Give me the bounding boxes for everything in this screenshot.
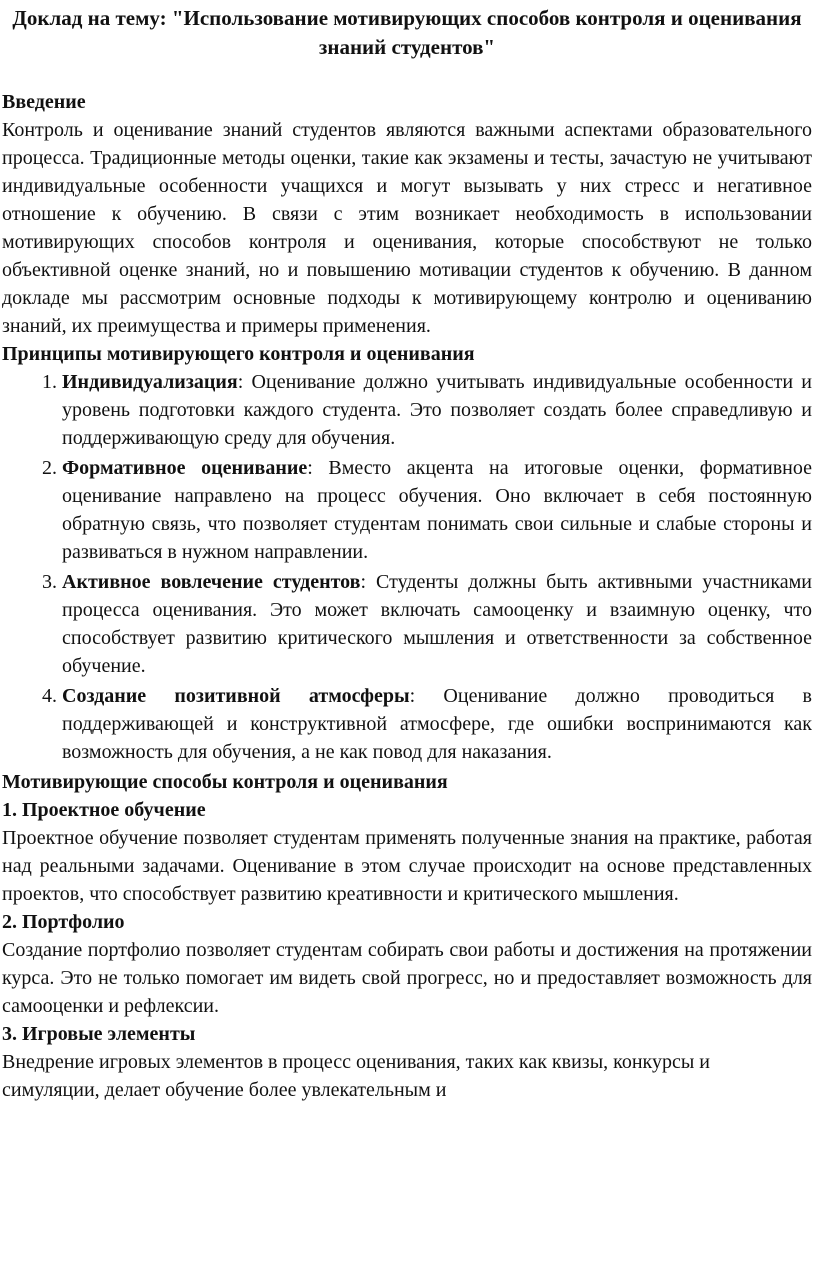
principle-term: Формативное оценивание	[62, 457, 308, 479]
principle-text: : Вместо акцента на итоговые оценки, формативное оценивание направлено на процесс обучения. Оно включает в себя постоянную обратную связь, что позволяет студентам понимать свои сильные и слабые стороны и развиваться в нужном направлении.	[62, 457, 812, 563]
intro-heading: Введение	[2, 91, 86, 113]
principle-item-atmosphere	[62, 682, 812, 766]
methods-heading: Мотивирующие способы контроля и оценивания	[2, 771, 448, 793]
principle-text: : Студенты должны быть активными участниками процесса оценивания. Это может включать самооценку и взаимную оценку, что способствует развитию критического мышления и ответственности за собственное обучение.	[62, 571, 812, 677]
principles-heading: Принципы мотивирующего контроля и оценивания	[2, 343, 475, 365]
method-heading-games: 3. Игровые элементы	[2, 1023, 196, 1045]
method-paragraph-portfolio: Создание портфолио позволяет студентам собирать свои работы и достижения на протяжении курса. Это не только помогает им видеть свой прогресс, но и предоставляет возможность для самооценки и рефлексии.	[2, 939, 812, 1017]
principle-term: Активное вовлечение студентов	[62, 571, 361, 593]
method-heading-projects: 1. Проектное обучение	[2, 799, 206, 821]
principle-item-formative	[62, 454, 812, 566]
document-title: Доклад на тему: "Использование мотивирующих способов контроля и оценивания знаний студентов"	[12, 6, 802, 59]
principles-list	[2, 368, 812, 766]
method-paragraph-projects: Проектное обучение позволяет студентам применять полученные знания на практике, работая над реальными задачами. Оценивание в этом случае происходит на основе представленных проектов, что способствует развитию креативности и критического мышления.	[2, 827, 812, 905]
principle-text: : Оценивание должно учитывать индивидуальные особенности и уровень подготовки каждого студента. Это позволяет создать более справедливую и поддерживающую среду для обучения.	[62, 371, 812, 449]
method-heading-portfolio: 2. Портфолио	[2, 911, 125, 933]
principle-text: : Оценивание должно проводиться в поддерживающей и конструктивной атмосфере, где ошибки воспринимаются как возможность для обучения, а не как повод для наказания.	[62, 685, 813, 763]
intro-paragraph: Контроль и оценивание знаний студентов являются важными аспектами образовательного процесса. Традиционные методы оценки, такие как экзамены и тесты, зачастую не учитывают индивидуальные особенности учащихся и могут вызывать у них стресс и негативное отношение к обучению. В связи с этим возникает необходимость в использовании мотивирующих способов контроля и оценивания, которые способствуют не только объективной оценке знаний, но и повышению мотивации студентов к обучению. В данном докладе мы рассмотрим основные подходы к мотивирующему контролю и оцениванию знаний, их преимущества и примеры применения.	[2, 119, 812, 337]
principle-item-engagement	[62, 568, 812, 680]
principle-term: Индивидуализация	[62, 371, 238, 393]
principle-item-individualization	[62, 368, 812, 452]
principle-term: Создание позитивной атмосферы	[62, 685, 410, 707]
method-paragraph-games: Внедрение игровых элементов в процесс оценивания, таких как квизы, конкурсы и симуляции, делает обучение более увлекательным и	[2, 1051, 710, 1101]
